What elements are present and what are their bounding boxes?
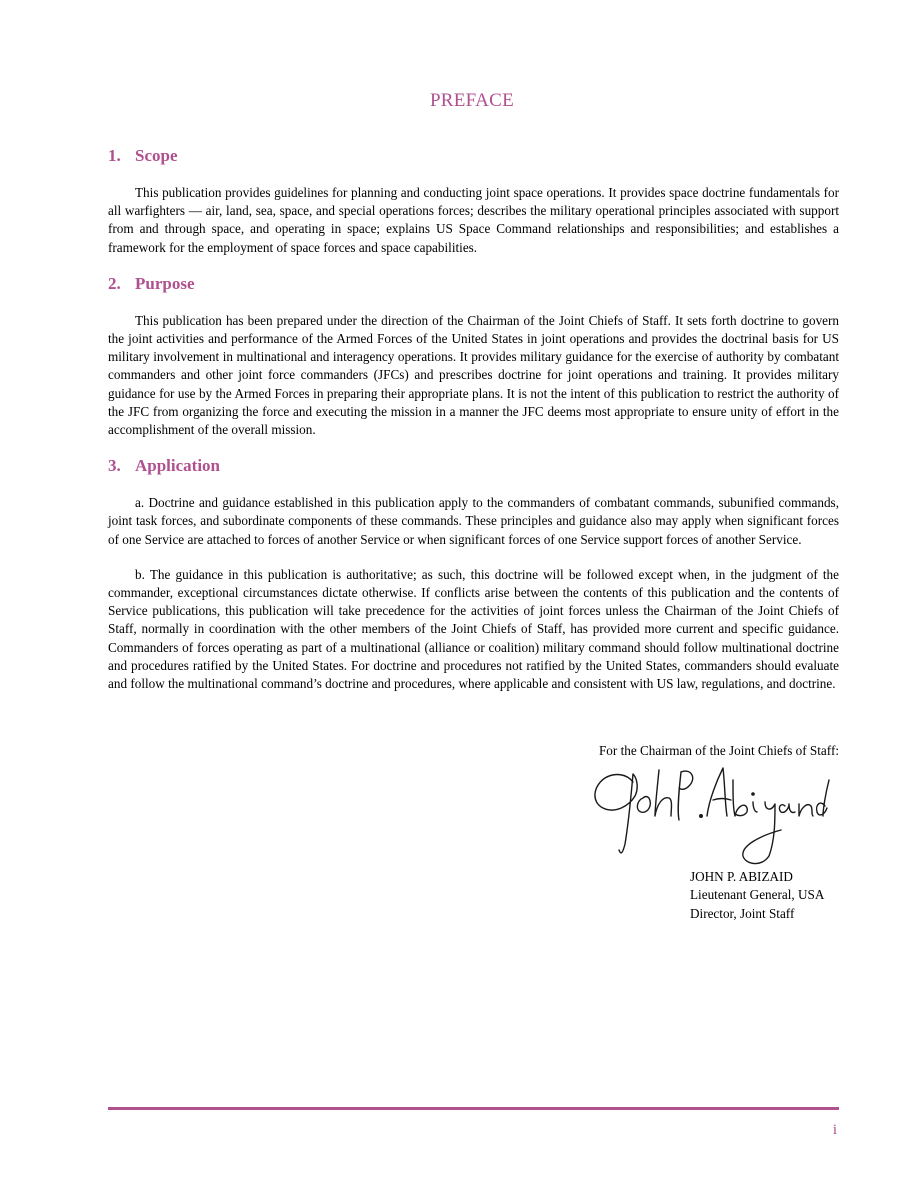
- footer-divider: [108, 1107, 839, 1110]
- signatory-details: [690, 868, 824, 923]
- paragraph-spacer: [108, 549, 839, 566]
- section-number: 1.: [108, 146, 121, 165]
- signature-intro: For the Chairman of the Joint Chiefs of Staff:: [598, 743, 839, 758]
- section-number: 3.: [108, 456, 121, 476]
- scope-paragraph: This publication provides guidelines for planning and conducting joint space operations. It provides space doctrine fundamentals for all warfighters — air, land, sea, space, and special operations forces; describes the military operational principles associated with support from and through space, and operating in space; explains US Space Command relationships and responsibilities; and establishes a framework for the employment of space forces and space capabilities.: [108, 185, 839, 255]
- application-paragraph-a: a. Doctrine and guidance established in this publication apply to the commanders of combatant commands, subunified commands, joint task forces, and subordinate components of these commands. These principles and guidance also may apply when significant forces of one Service are attached to forces of another Service or when significant forces of one Service support forces of another Service.: [108, 495, 839, 547]
- page-title: PREFACE: [429, 90, 515, 111]
- signatory-position: Director, Joint Staff: [690, 905, 795, 921]
- page-number: i: [832, 1122, 837, 1138]
- section-application: [108, 455, 839, 693]
- application-paragraph-b: b. The guidance in this publication is authoritative; as such, this doctrine will be followed except when, in the judgment of the commander, exceptional circumstances dictate otherwise. If conflicts arise between the contents of this publication and the contents of Service publications, this publication will take precedence for the activities of joint forces unless the Chairman of the Joint Chiefs of Staff, normally in coordination with the other members of the Joint Chiefs of Staff, has provided more current and specific guidance. Commanders of forces operating as part of a multinational (alliance or coalition) military command should follow multinational doctrine and procedures ratified by the United States. For doctrine and procedures not ratified by the United States, commanders should evaluate and follow the multinational command’s doctrine and procedures, where applicable and consistent with US law, regulations, and doctrine.: [108, 566, 839, 692]
- section-scope: [108, 145, 839, 257]
- section-title: Purpose: [135, 273, 195, 293]
- signatory-rank: Lieutenant General, USA: [690, 887, 825, 903]
- section-title: Application: [135, 456, 221, 476]
- section-title: Scope: [135, 146, 178, 165]
- section-heading-purpose: [108, 273, 839, 295]
- document-body: [108, 145, 839, 693]
- purpose-paragraph: This publication has been prepared under the direction of the Chairman of the Joint Chiefs of Staff. It sets forth doctrine to govern the joint activities and performance of the Armed Forces of the United States in joint operations and provides the doctrinal basis for US military involvement in multinational and interagency operations. It provides military guidance for the exercise of authority by combatant commanders and other joint force commanders (JFCs) and prescribes doctrine for joint operations and training. It provides military guidance for use by the Armed Forces in preparing their appropriate plans. It is not the intent of this publication to restrict the authority of the JFC from organizing the force and executing the mission in a manner the JFC deems most appropriate to ensure unity of effort in the accomplishment of the overall mission.: [108, 312, 839, 438]
- section-number: 2.: [108, 273, 121, 293]
- signatory-name: JOHN P. ABIZAID: [690, 869, 793, 884]
- handwritten-signature: [585, 760, 835, 872]
- section-purpose: [108, 273, 839, 439]
- section-heading-scope: [108, 145, 839, 167]
- section-heading-application: [108, 455, 839, 477]
